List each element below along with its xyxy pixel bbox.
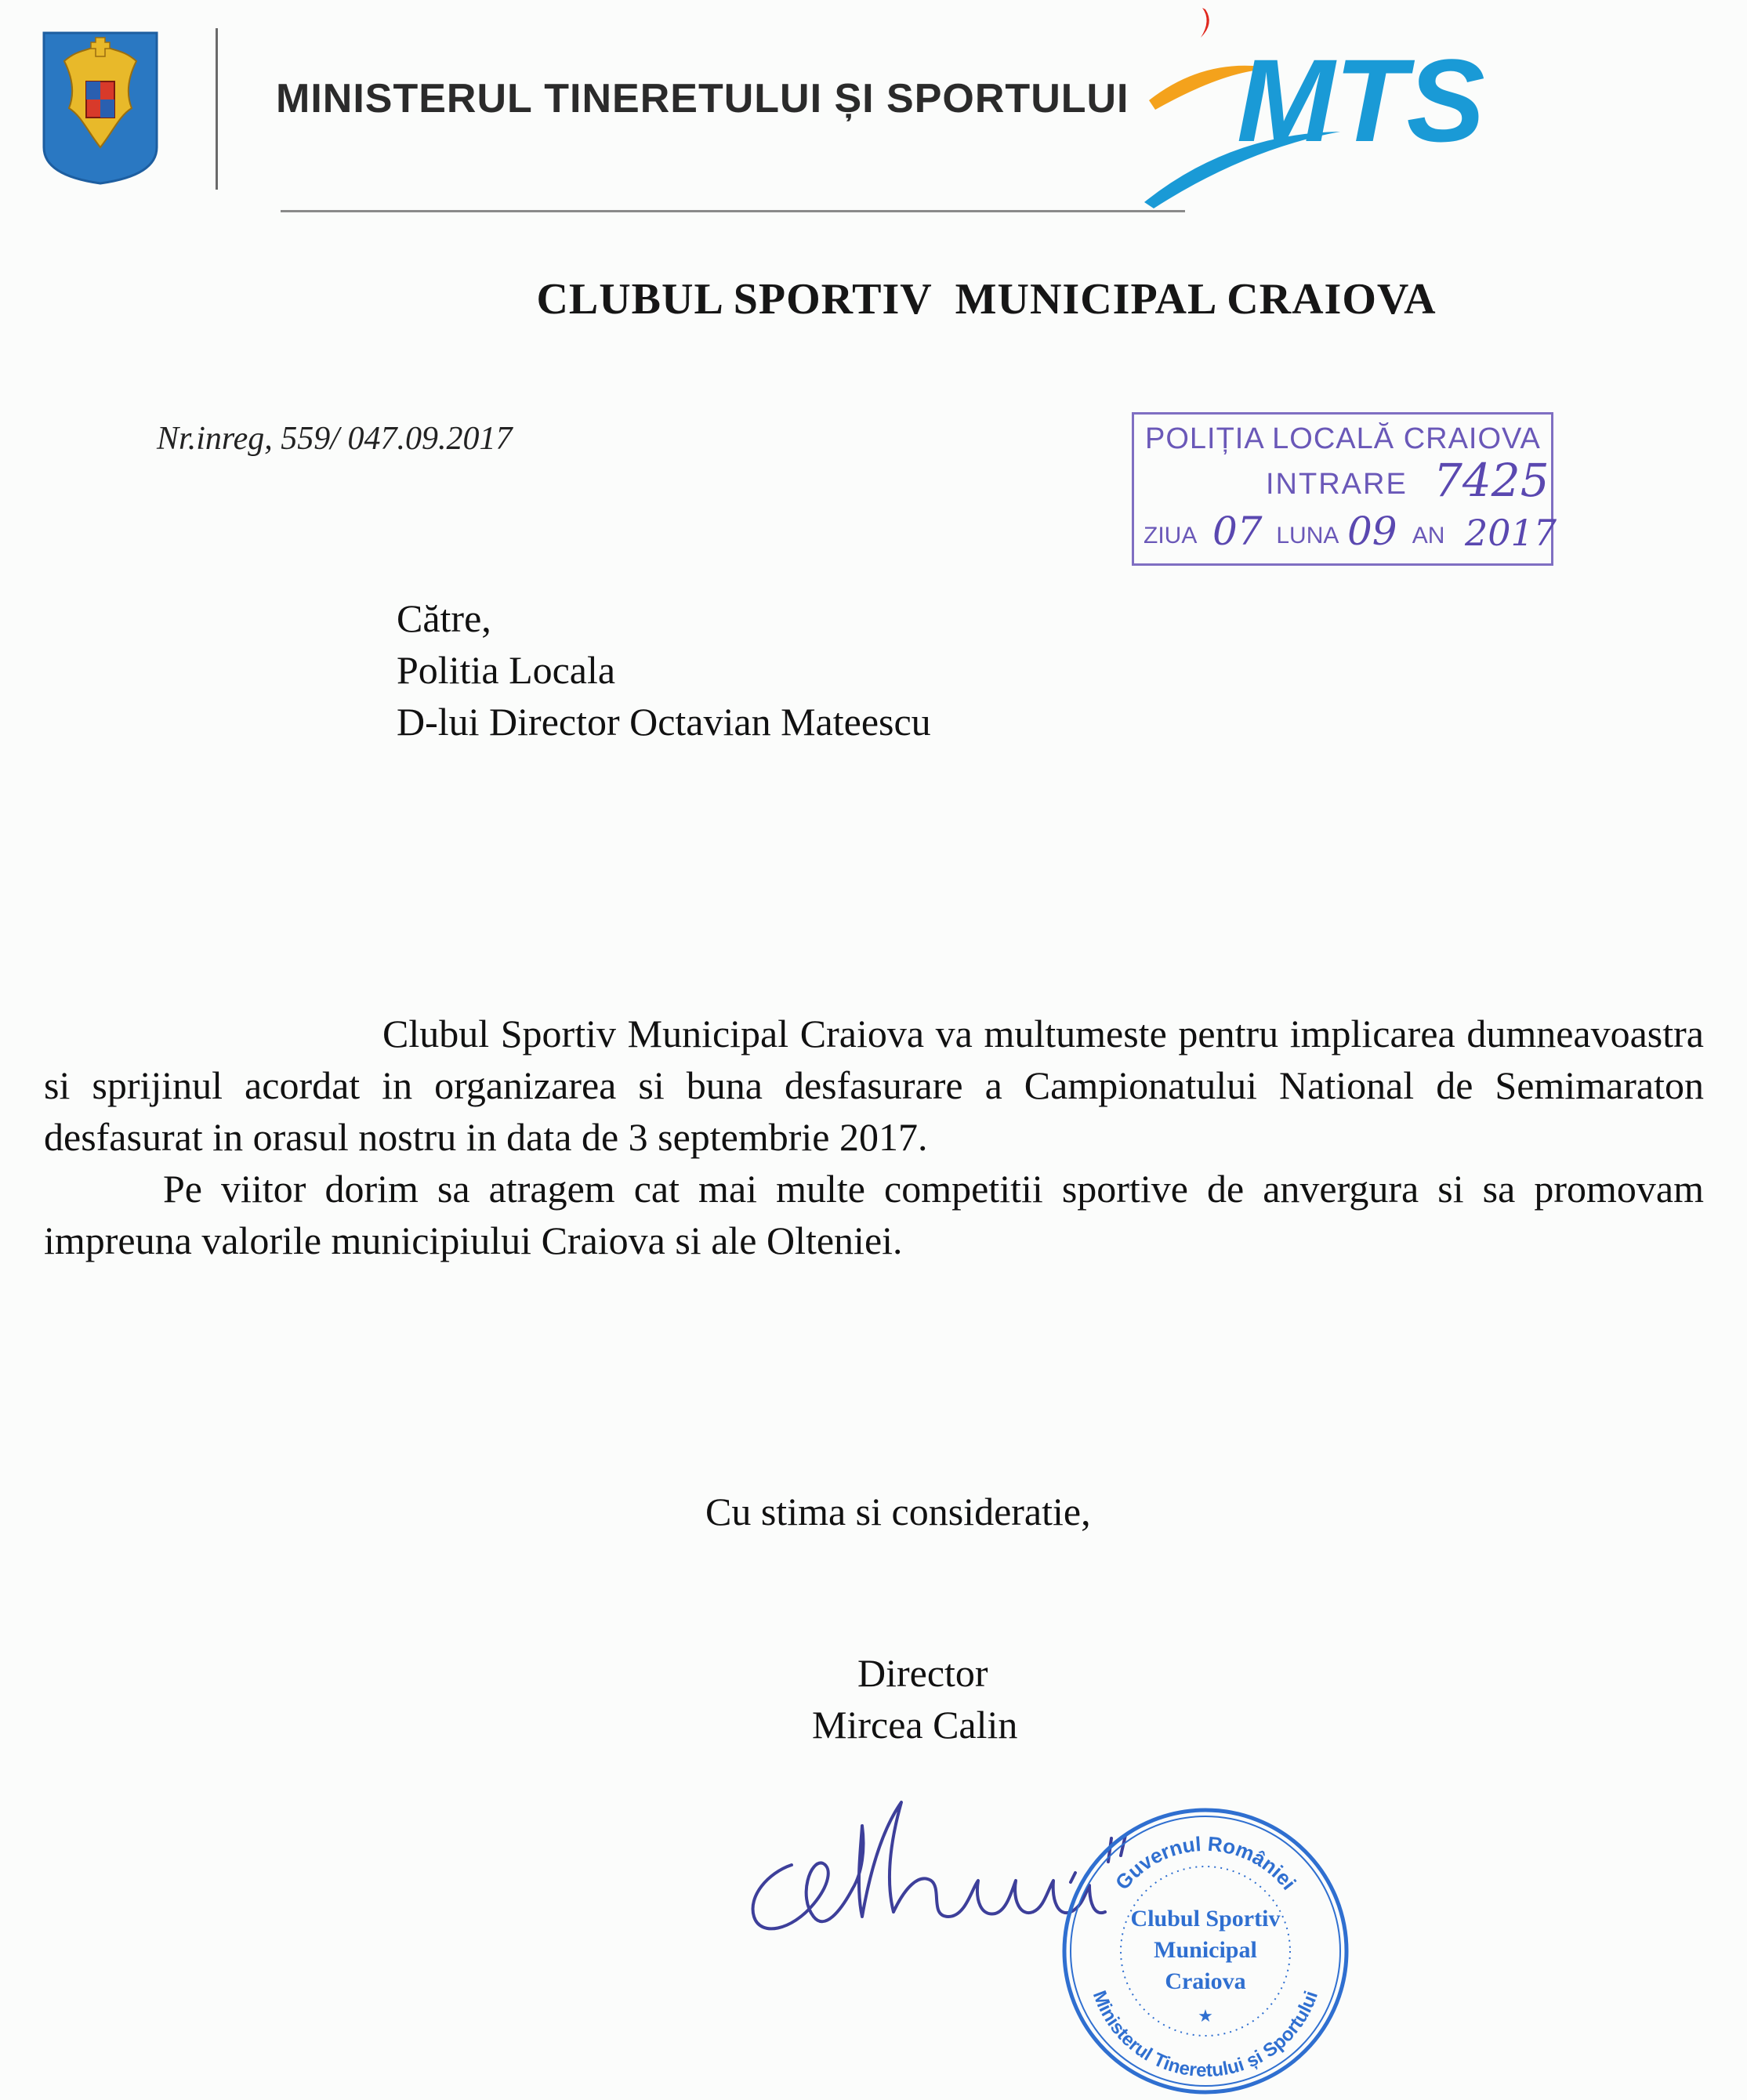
body-paragraph: Clubul Sportiv Municipal Craiova va multumeste pentru implicarea dumneavoastra si sprijinul acordat in organizarea si buna desfasurare a Campionatului National de Semimaraton desfasurat in orasul nostru in data de 3 septembrie 2017. — [44, 1012, 1704, 1159]
official-round-seal — [1057, 1802, 1354, 2100]
incoming-stamp — [1132, 412, 1557, 566]
mts-logo — [1136, 0, 1528, 227]
closing-salutation: Cu stima si consideratie, — [705, 1490, 1091, 1533]
mts-logo-text: MTS — [1237, 34, 1485, 166]
club-name-heading: CLUBUL SPORTIV MUNICIPAL CRAIOVA — [536, 275, 1437, 324]
stamp-day: 07 — [1212, 509, 1263, 554]
letter-body — [44, 1008, 1704, 1266]
seal-government-text: Guvernul României — [1110, 1831, 1301, 1895]
stamp-year: 2017 — [1465, 512, 1557, 554]
romania-coat-of-arms-icon — [41, 30, 160, 185]
body-paragraph: Pe viitor dorim sa atragem cat mai multe competitii sportive de anvergura si sa promovam impreuna valorile municipiului Craiova si ale Olteniei. — [44, 1167, 1704, 1262]
seal-center-line3: Craiova — [1165, 1968, 1246, 1994]
registration-number: Nr.inreg, 559/ 047.09.2017 — [157, 421, 513, 457]
signatory-name: Mircea Calin — [812, 1703, 1018, 1747]
stamp-institution: POLIȚIA LOCALĂ CRAIOVA — [1145, 422, 1541, 455]
seal-star-icon: ★ — [1198, 2007, 1213, 2026]
stamp-day-label: ZIUA — [1144, 523, 1196, 549]
addressee-to: Către, — [397, 596, 491, 640]
seal-ministry-text: Ministerul Tineretului și Sportului — [1088, 1987, 1323, 2082]
stamp-entry-label: INTRARE — [1266, 468, 1408, 501]
addressee-institution: Politia Locala — [397, 648, 616, 692]
stamp-entry-number: 7425 — [1433, 454, 1549, 507]
seal-center-line1: Clubul Sportiv — [1130, 1906, 1281, 1932]
stamp-month-label: LUNA — [1276, 523, 1338, 549]
svg-text:Guvernul României — [1111, 1832, 1301, 1895]
header-divider-horizontal — [281, 210, 1185, 212]
stamp-month: 09 — [1347, 509, 1397, 554]
ministry-title: MINISTERUL TINERETULUI ȘI SPORTULUI — [276, 76, 1129, 121]
seal-center-line2: Municipal — [1154, 1937, 1257, 1963]
stamp-date-labels — [1144, 523, 1444, 549]
addressee-person: D-lui Director Octavian Mateescu — [397, 700, 931, 744]
signatory-role: Director — [857, 1651, 988, 1695]
header-divider-vertical — [216, 28, 218, 190]
stamp-year-label: AN — [1412, 523, 1445, 549]
